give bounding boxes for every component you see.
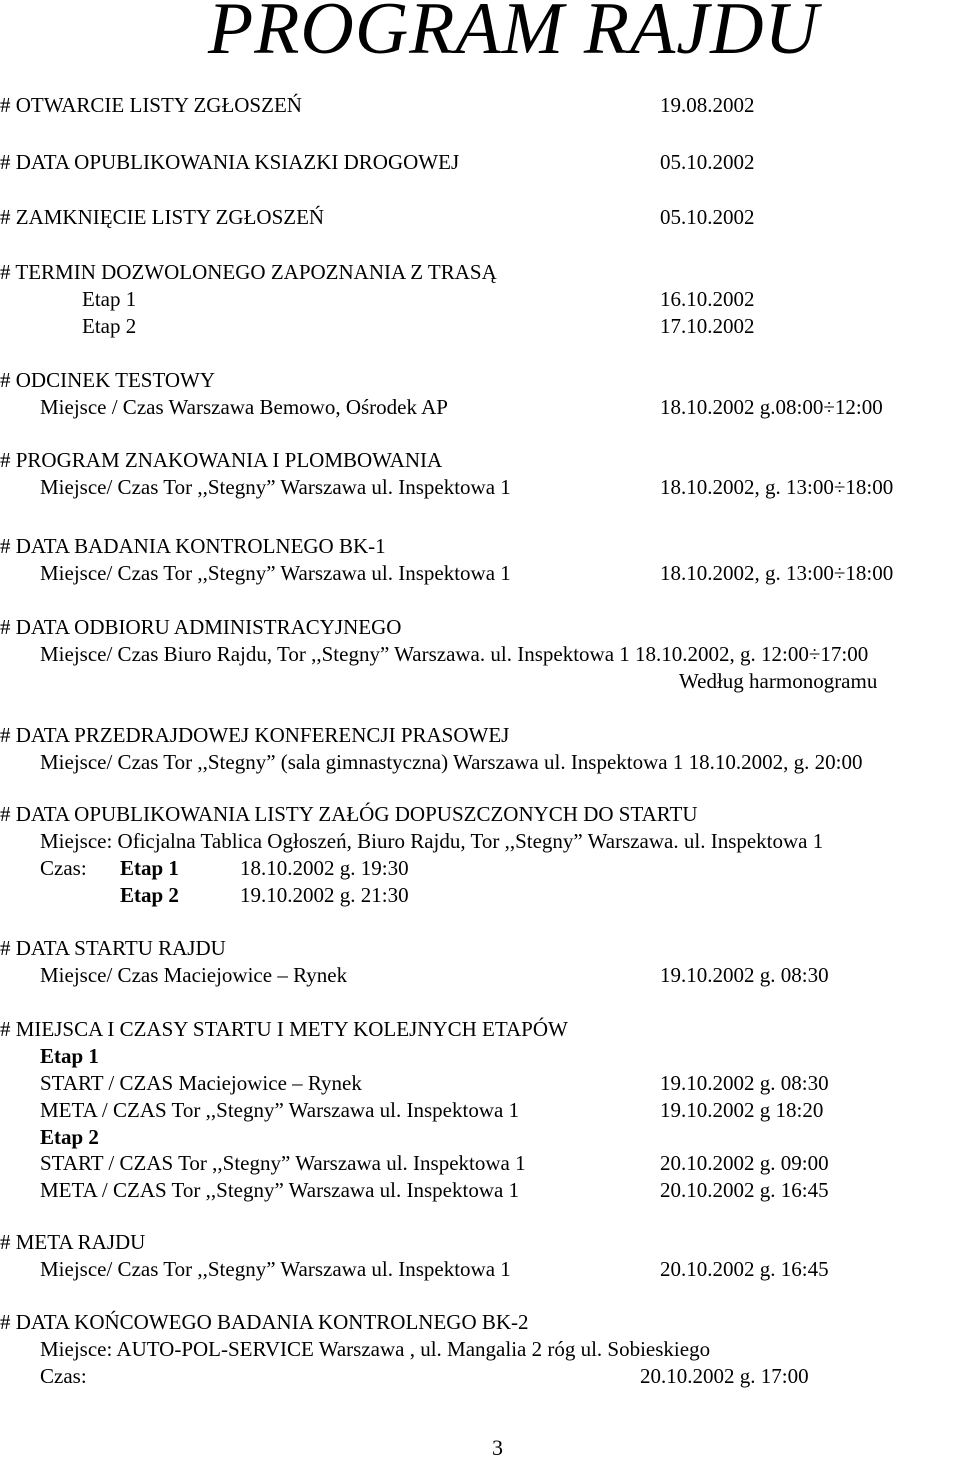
date-time-value: 20.10.2002 g. 16:45 <box>660 1178 829 1202</box>
date-time-value: 19.10.2002 g 18:20 <box>660 1098 824 1122</box>
location-line: Miejsce: Oficjalna Tablica Ogłoszeń, Biuro Rajdu, Tor ,,Stegny” Warszawa. ul. Inspektowa 1 <box>40 829 824 853</box>
section-heading-ksiazka: # DATA OPUBLIKOWANIA KSIAZKI DROGOWEJ <box>0 150 460 174</box>
location-line: Miejsce/ Czas Tor ,,Stegny” (sala gimnastyczna) Warszawa ul. Inspektowa 1 18.10.2002, g. 20:00 <box>40 750 863 774</box>
location-line: Miejsce/ Czas Tor ,,Stegny” Warszawa ul. Inspektowa 1 <box>40 1257 511 1281</box>
etap-label: Etap 1 <box>40 1044 99 1068</box>
location-line: Miejsce/ Czas Biuro Rajdu, Tor ,,Stegny” Warszawa. ul. Inspektowa 1 18.10.2002, g. 12:00÷17:00 <box>40 642 869 666</box>
date-time-value: 18.10.2002, g. 13:00÷18:00 <box>660 475 894 499</box>
harmonogram-note: Według harmonogramu <box>679 669 878 693</box>
etap-label: Etap 1 <box>82 287 137 311</box>
section-heading-odcinek: # ODCINEK TESTOWY <box>0 368 216 392</box>
document-title: PROGRAM RAJDU <box>208 0 819 70</box>
date-value: 05.10.2002 <box>660 205 755 229</box>
meta-line: META / CZAS Tor ,,Stegny” Warszawa ul. Inspektowa 1 <box>40 1098 520 1122</box>
page-number: 3 <box>492 1435 503 1460</box>
location-line: Miejsce/ Czas Tor ,,Stegny” Warszawa ul. Inspektowa 1 <box>40 475 511 499</box>
section-heading-lista-zalog: # DATA OPUBLIKOWANIA LISTY ZAŁÓG DOPUSZCZONYCH DO STARTU <box>0 802 698 826</box>
start-line: START / CZAS Maciejowice – Rynek <box>40 1071 362 1095</box>
etap-label: Etap 2 <box>40 1125 99 1149</box>
date-time-value: 19.10.2002 g. 08:30 <box>660 963 829 987</box>
section-heading-bk2: # DATA KOŃCOWEGO BADANIA KONTROLNEGO BK-2 <box>0 1310 529 1334</box>
date-time-value: 20.10.2002 g. 09:00 <box>660 1151 829 1175</box>
date-time-value: 20.10.2002 g. 17:00 <box>640 1364 809 1388</box>
section-heading-zamkniecie: # ZAMKNIĘCIE LISTY ZGŁOSZEŃ <box>0 205 325 229</box>
etap-label: Etap 1 <box>120 856 179 880</box>
czas-label: Czas: <box>40 856 87 880</box>
date-time-value: 18.10.2002 g. 19:30 <box>240 856 409 880</box>
date-value: 17.10.2002 <box>660 314 755 338</box>
section-heading-bk1: # DATA BADANIA KONTROLNEGO BK-1 <box>0 534 386 558</box>
etap-label: Etap 2 <box>120 883 179 907</box>
czas-label: Czas: <box>40 1364 87 1388</box>
location-line: Miejsce / Czas Warszawa Bemowo, Ośrodek AP <box>40 395 448 419</box>
date-value: 16.10.2002 <box>660 287 755 311</box>
date-time-value: 20.10.2002 g. 16:45 <box>660 1257 829 1281</box>
section-heading-znakowanie: # PROGRAM ZNAKOWANIA I PLOMBOWANIA <box>0 448 443 472</box>
date-time-value: 18.10.2002, g. 13:00÷18:00 <box>660 561 894 585</box>
section-heading-zapoznanie: # TERMIN DOZWOLONEGO ZAPOZNANIA Z TRASĄ <box>0 260 497 284</box>
start-line: START / CZAS Tor ,,Stegny” Warszawa ul. Inspektowa 1 <box>40 1151 526 1175</box>
section-heading-odbior: # DATA ODBIORU ADMINISTRACYJNEGO <box>0 615 402 639</box>
date-time-value: 18.10.2002 g.08:00÷12:00 <box>660 395 883 419</box>
location-line: Miejsce/ Czas Maciejowice – Rynek <box>40 963 348 987</box>
location-line: Miejsce: AUTO-POL-SERVICE Warszawa , ul. Mangalia 2 róg ul. Sobieskiego <box>40 1337 711 1361</box>
section-heading-konferencja: # DATA PRZEDRAJDOWEJ KONFERENCJI PRASOWEJ <box>0 723 510 747</box>
date-value: 05.10.2002 <box>660 150 755 174</box>
date-time-value: 19.10.2002 g. 08:30 <box>660 1071 829 1095</box>
etap-label: Etap 2 <box>82 314 137 338</box>
meta-line: META / CZAS Tor ,,Stegny” Warszawa ul. Inspektowa 1 <box>40 1178 520 1202</box>
location-line: Miejsce/ Czas Tor ,,Stegny” Warszawa ul. Inspektowa 1 <box>40 561 511 585</box>
section-heading-meta-rajdu: # META RAJDU <box>0 1230 146 1254</box>
section-heading-otwarcie: # OTWARCIE LISTY ZGŁOSZEŃ <box>0 93 302 117</box>
date-time-value: 19.10.2002 g. 21:30 <box>240 883 409 907</box>
section-heading-etapy: # MIEJSCA I CZASY STARTU I METY KOLEJNYCH ETAPÓW <box>0 1017 568 1041</box>
date-value: 19.08.2002 <box>660 93 755 117</box>
section-heading-start-rajdu: # DATA STARTU RAJDU <box>0 936 226 960</box>
